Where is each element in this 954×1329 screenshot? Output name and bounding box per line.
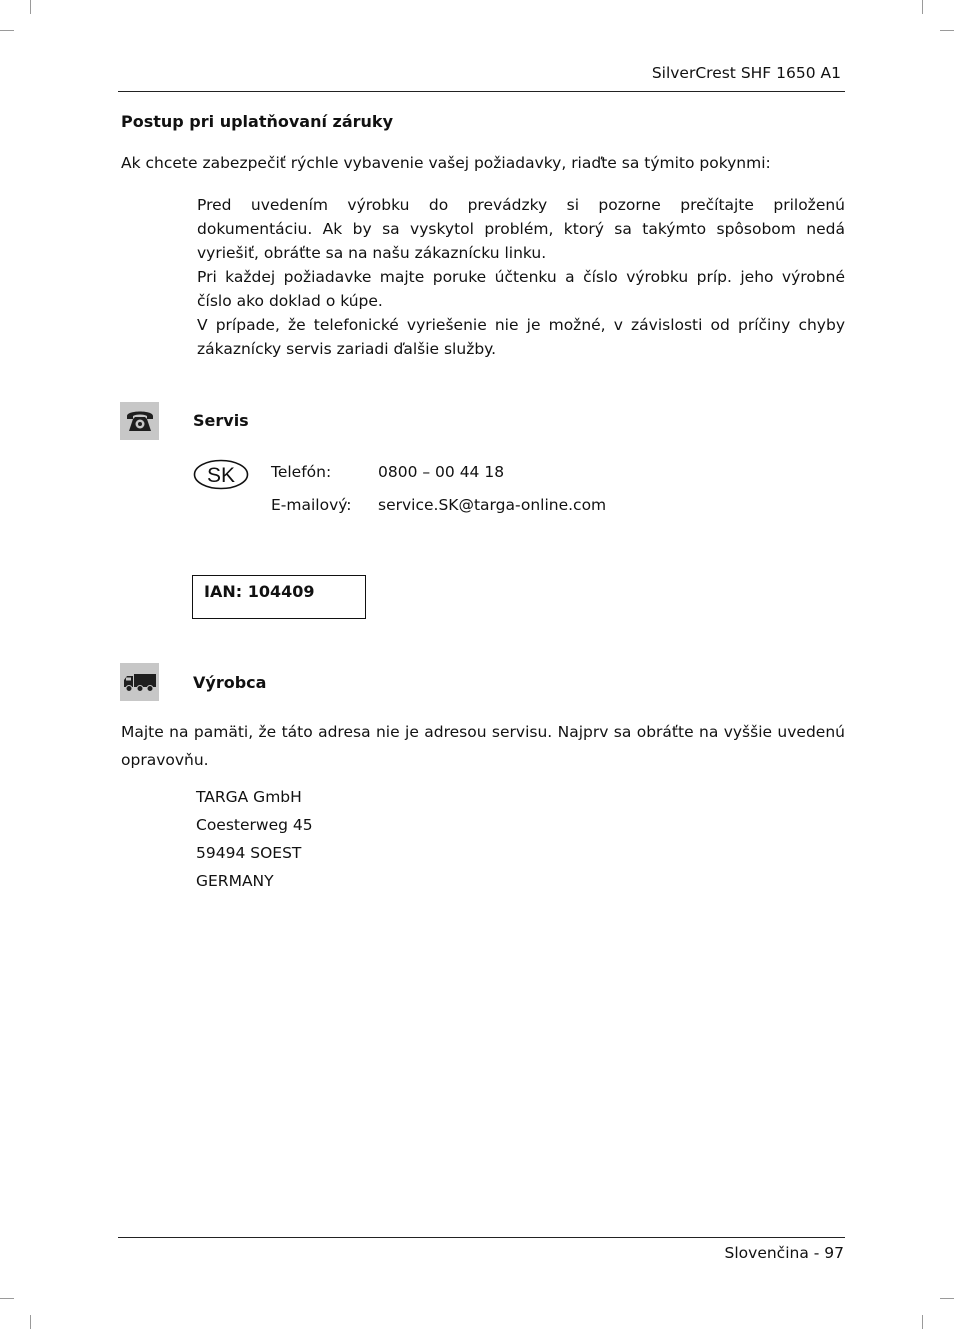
warranty-paragraph: V prípade, že telefonické vyriešenie nie je možné, v závislosti od príčiny chyby zákaznícky servis zariadi ďalšie služby. (197, 316, 845, 358)
email-label: E-mailový: (271, 496, 352, 514)
crop-mark (0, 30, 14, 31)
crop-mark (30, 1315, 31, 1329)
ian-number: IAN: 104409 (204, 582, 315, 601)
address-line: GERMANY (196, 872, 274, 890)
warranty-paragraph: Pri každej požiadavke majte poruke účtenku a číslo výrobku príp. jeho výrobné číslo ako doklad o kúpe. (197, 268, 845, 310)
warranty-intro: Ak chcete zabezpečiť rýchle vybavenie vašej požiadavky, riaďte sa týmito pokynmi: (121, 154, 771, 172)
telephone-icon (120, 402, 159, 440)
header-model: SilverCrest SHF 1650 A1 (651, 64, 841, 82)
crop-mark (922, 0, 923, 14)
address-line: TARGA GmbH (196, 788, 302, 806)
address-line: Coesterweg 45 (196, 816, 313, 834)
phone-value: 0800 – 00 44 18 (378, 463, 505, 481)
crop-mark (30, 0, 31, 14)
warranty-paragraph: Pred uvedením výrobku do prevádzky si pozorne prečítajte priloženú dokumentáciu. Ak by sa vyskytol problém, ktorý sa takýmto spôsobom nedá vyriešiť, obráťte sa na našu zákaznícku linku. (197, 196, 845, 262)
country-badge-text: SK (206, 464, 236, 487)
page-number: Slovenčina - 97 (724, 1244, 844, 1262)
warranty-title: Postup pri uplatňovaní záruky (121, 112, 393, 131)
ian-box (192, 575, 366, 619)
footer-rule (118, 1237, 845, 1238)
manufacturer-title: Výrobca (193, 673, 267, 692)
truck-icon (120, 663, 159, 701)
address-line: 59494 SOEST (196, 844, 302, 862)
service-title: Servis (193, 411, 249, 430)
crop-mark (940, 30, 954, 31)
header-rule (118, 91, 845, 92)
email-value: service.SK@targa-online.com (378, 496, 607, 514)
crop-mark (0, 1298, 14, 1299)
phone-label: Telefón: (271, 463, 332, 481)
crop-mark (940, 1298, 954, 1299)
warranty-instructions (197, 193, 845, 361)
country-badge (193, 459, 249, 490)
manufacturer-note: Majte na pamäti, že táto adresa nie je adresou servisu. Najprv sa obráťte na vyššie uvedenú opravovňu. (121, 723, 845, 769)
crop-mark (922, 1315, 923, 1329)
